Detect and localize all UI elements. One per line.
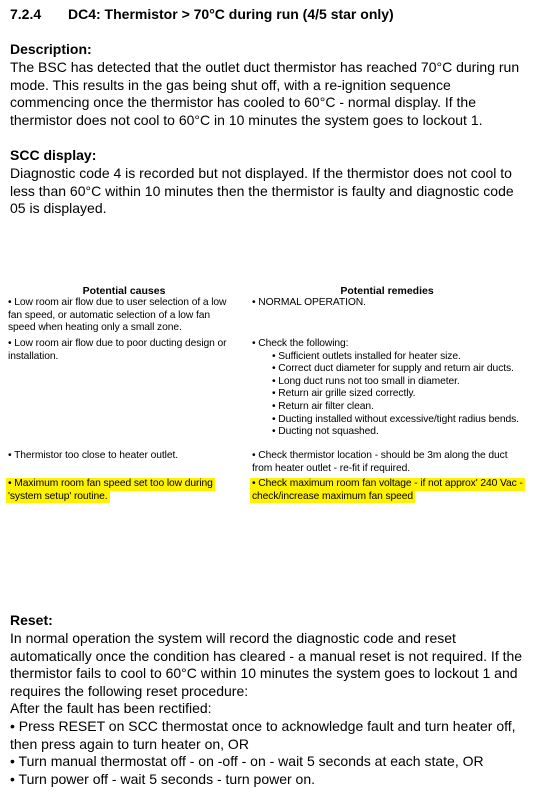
remedy-max-fan-voltage-line-2: check/increase maximum fan speed: [252, 490, 414, 502]
remedy-normal-operation: • NORMAL OPERATION.: [252, 297, 366, 308]
remedy-check-item: • Ducting not squashed.: [272, 426, 379, 438]
description-text: The BSC has detected that the outlet duct thermistor has reached 70°C during run mode. This results in the gas being shut off, with a re-ignition sequence commencing once the thermistor has cooled to 60°C - normal display. If the thermistor does not cool to 60°C in 10 minutes the system goes to lockout 1.: [10, 59, 520, 128]
cause-thermistor-close: • Thermistor too close to heater outlet.: [8, 450, 178, 461]
reset-title: Reset:: [10, 612, 53, 628]
cause-low-fan-speed: • Low room air flow due to user selection of a low fan speed, or automatic selection of a low fan speed when heating only a small zone.: [8, 297, 227, 334]
reset-step: • Turn power off - wait 5 seconds - turn power on.: [10, 770, 316, 787]
scc-display-title: SCC display:: [10, 147, 97, 163]
cause-poor-ducting: • Low room air flow due to poor ducting design or installation.: [8, 338, 227, 362]
remedy-check-item: • Correct duct diameter for supply and return air ducts.: [272, 363, 514, 375]
remedy-max-fan-voltage-line-1: • Check maximum room fan voltage - if not approx' 240 Vac -: [252, 478, 523, 489]
reset-text: [10, 630, 524, 788]
cause-max-fan-speed-line-2: 'system setup' routine.: [8, 490, 108, 502]
remedy-max-fan-voltage: [252, 478, 532, 503]
reset-step: • Turn manual thermostat off - on -off - on - wait 5 seconds at each state, OR: [10, 753, 484, 770]
reset-after: After the fault has been rectified:: [10, 700, 212, 717]
remedy-check-item: • Ducting installed without excessive/tight radius bends.: [272, 413, 519, 425]
description-title: Description:: [10, 41, 92, 57]
remedy-check-item: • Sufficient outlets installed for heater size.: [272, 350, 461, 362]
remedy-check-item: • Return air grille sized correctly.: [272, 388, 416, 400]
scc-display-text: Diagnostic code 4 is recorded but not displayed. If the thermistor does not cool to less than 60°C within 10 minutes then the thermistor is faulty and diagnostic code 05 is displayed.: [10, 165, 514, 216]
remedy-thermistor-location: • Check thermistor location - should be 3m along the duct from heater outlet - re-fit if required.: [252, 450, 508, 474]
remedy-check-intro: • Check the following:: [252, 338, 349, 349]
remedy-check-item: • Long duct runs not too small in diameter.: [272, 375, 460, 387]
remedy-check-list: [252, 338, 526, 439]
causes-header: Potential causes: [82, 285, 166, 297]
section-number: 7.2.4: [10, 6, 42, 22]
reset-step: • Press RESET on SCC thermostat once to acknowledge fault and turn heater off, then press again to turn heater on, OR: [10, 717, 516, 752]
cause-max-fan-speed-line-1: • Maximum room fan speed set too low during: [8, 478, 213, 489]
section-heading: [10, 6, 394, 22]
section-title: DC4: Thermistor > 70°C during run (4/5 star only): [68, 6, 394, 22]
remedies-header: Potential remedies: [340, 285, 434, 297]
reset-description: In normal operation the system will record the diagnostic code and reset automatically once the condition has cleared - a manual reset is not required. If the thermistor fails to cool to 60°C within 10 minutes the system goes to lockout 1 and requires the following reset procedure:: [10, 630, 523, 699]
cause-max-fan-speed: [8, 478, 248, 503]
remedy-check-item: • Return air filter clean.: [272, 400, 374, 412]
